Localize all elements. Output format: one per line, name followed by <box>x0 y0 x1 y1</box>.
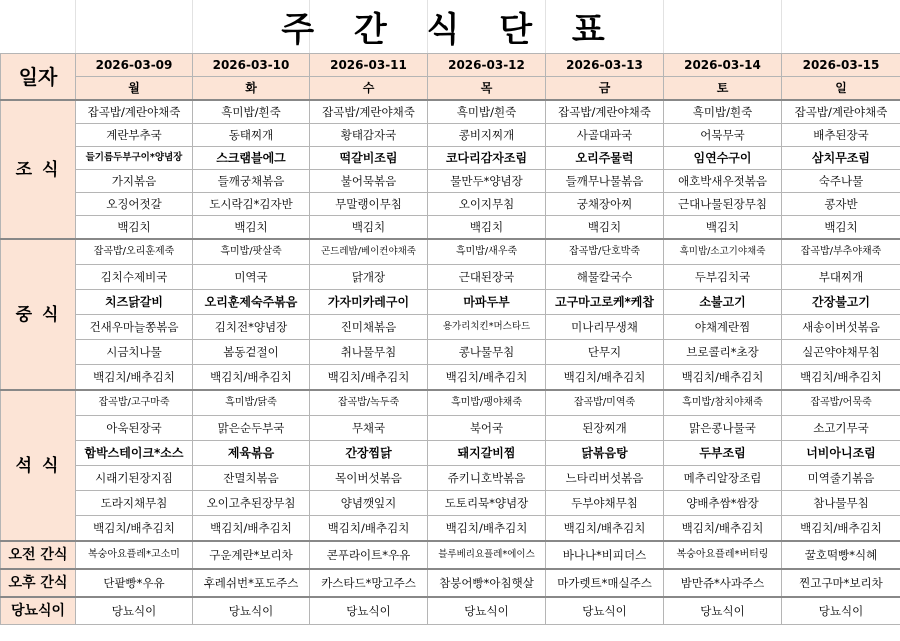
dinner-menu-item: 양배추쌈*쌈장 <box>664 491 782 516</box>
weekday-cell: 토 <box>664 77 782 101</box>
breakfast-menu-item: 콩자반 <box>782 193 900 216</box>
dinner-menu-item: 오이고추된장무침 <box>193 491 310 516</box>
lunch-menu-item: 흑미밥/소고기야채죽 <box>664 239 782 265</box>
lunch-menu-item: 두부김치국 <box>664 265 782 290</box>
dinner-menu-item: 흑미밥/닭죽 <box>193 390 310 416</box>
breakfast-menu-item: 도시락김*김자반 <box>193 193 310 216</box>
diabetic-item: 당뇨식이 <box>310 597 428 625</box>
date-cell: 2026-03-13 <box>546 54 664 77</box>
lunch-menu-item: 백김치/배추김치 <box>546 365 664 391</box>
dinner-menu-item: 백김치/배추김치 <box>193 516 310 542</box>
breakfast-menu-item: 근대나물된장무침 <box>664 193 782 216</box>
weekday-cell: 수 <box>310 77 428 101</box>
date-cell: 2026-03-10 <box>193 54 310 77</box>
lunch-menu-item: 미역국 <box>193 265 310 290</box>
dinner-menu-item: 두부조림 <box>664 441 782 466</box>
snack-am-label: 오전 간식 <box>1 541 76 569</box>
breakfast-menu-item: 흑미밥/흰죽 <box>193 100 310 124</box>
snack-am-item: 바나나*비피더스 <box>546 541 664 569</box>
dinner-menu-item: 흑미밥/팽야채죽 <box>428 390 546 416</box>
lunch-menu-item: 새송이버섯볶음 <box>782 315 900 340</box>
lunch-menu-item: 백김치/배추김치 <box>664 365 782 391</box>
breakfast-menu-item: 백김치 <box>664 216 782 240</box>
dinner-menu-item: 백김치/배추김치 <box>782 516 900 542</box>
lunch-menu-item: 김치수제비국 <box>76 265 193 290</box>
dinner-menu-item: 닭볶음탕 <box>546 441 664 466</box>
breakfast-menu-item: 들기름두부구이*양념장 <box>76 147 193 170</box>
lunch-menu-item: 용가리치킨*머스타드 <box>428 315 546 340</box>
breakfast-menu-item: 흑미밥/흰죽 <box>428 100 546 124</box>
lunch-menu-item: 진미채볶음 <box>310 315 428 340</box>
snack-am-item: 구운계란*보리차 <box>193 541 310 569</box>
dinner-menu-item: 된장찌개 <box>546 416 664 441</box>
snack-am-item: 복숭아요플레*고소미 <box>76 541 193 569</box>
dinner-menu-item: 백김치/배추김치 <box>428 516 546 542</box>
breakfast-menu-item: 잡곡밥/계란야채죽 <box>546 100 664 124</box>
lunch-menu-item: 잡곡밥/단호박죽 <box>546 239 664 265</box>
breakfast-menu-item: 백김치 <box>76 216 193 240</box>
dinner-label: 석 식 <box>1 390 76 541</box>
lunch-menu-item: 미나리무생채 <box>546 315 664 340</box>
diabetic-item: 당뇨식이 <box>76 597 193 625</box>
breakfast-menu-item: 삼치무조림 <box>782 147 900 170</box>
menu-table <box>0 53 900 625</box>
breakfast-menu-item: 배추된장국 <box>782 124 900 147</box>
dinner-menu-item: 두부야채무침 <box>546 491 664 516</box>
breakfast-menu-item: 잡곡밥/계란야채죽 <box>782 100 900 124</box>
dinner-menu-item: 맑은순두부국 <box>193 416 310 441</box>
dinner-menu-item: 함박스테이크*소스 <box>76 441 193 466</box>
dinner-menu-item: 백김치/배추김치 <box>76 516 193 542</box>
weekday-cell: 목 <box>428 77 546 101</box>
breakfast-menu-item: 궁채장아찌 <box>546 193 664 216</box>
page-title: 주 간 식 단 표 <box>281 10 619 50</box>
diabetic-item: 당뇨식이 <box>193 597 310 625</box>
breakfast-menu-item: 들깨무나물볶음 <box>546 170 664 193</box>
diabetic-item: 당뇨식이 <box>428 597 546 625</box>
dinner-menu-item: 시래기된장지짐 <box>76 466 193 491</box>
dinner-menu-item: 소고기무국 <box>782 416 900 441</box>
dinner-menu-item: 메추리알장조림 <box>664 466 782 491</box>
dinner-menu-item: 백김치/배추김치 <box>546 516 664 542</box>
breakfast-menu-item: 백김치 <box>546 216 664 240</box>
breakfast-menu-item: 스크램블에그 <box>193 147 310 170</box>
weekday-cell: 일 <box>782 77 900 101</box>
snack-pm-item: 찐고구마*보리차 <box>782 569 900 597</box>
dinner-menu-item: 잡곡밥/미역죽 <box>546 390 664 416</box>
lunch-menu-item: 콩나물무침 <box>428 340 546 365</box>
lunch-menu-item: 근대된장국 <box>428 265 546 290</box>
dinner-menu-item: 잡곡밥/고구마죽 <box>76 390 193 416</box>
date-cell: 2026-03-09 <box>76 54 193 77</box>
breakfast-menu-item: 황태감자국 <box>310 124 428 147</box>
breakfast-menu-item: 백김치 <box>310 216 428 240</box>
breakfast-menu-item: 흑미밥/흰죽 <box>664 100 782 124</box>
lunch-menu-item: 취나물무침 <box>310 340 428 365</box>
dinner-menu-item: 잡곡밥/녹두죽 <box>310 390 428 416</box>
breakfast-menu-item: 어묵무국 <box>664 124 782 147</box>
breakfast-menu-item: 오리주물럭 <box>546 147 664 170</box>
diabetic-item: 당뇨식이 <box>664 597 782 625</box>
lunch-menu-item: 닭개장 <box>310 265 428 290</box>
snack-pm-item: 단팥빵*우유 <box>76 569 193 597</box>
dinner-menu-item: 백김치/배추김치 <box>664 516 782 542</box>
snack-am-item: 복숭아요플레*버터링 <box>664 541 782 569</box>
lunch-menu-item: 소불고기 <box>664 290 782 315</box>
snack-pm-item: 후레쉬번*포도주스 <box>193 569 310 597</box>
lunch-menu-item: 백김치/배추김치 <box>76 365 193 391</box>
lunch-menu-item: 김치전*양념장 <box>193 315 310 340</box>
lunch-menu-item: 고구마고로케*케찹 <box>546 290 664 315</box>
breakfast-menu-item: 숙주나물 <box>782 170 900 193</box>
diabetic-item: 당뇨식이 <box>546 597 664 625</box>
lunch-menu-item: 가자미카레구이 <box>310 290 428 315</box>
snack-pm-label: 오후 간식 <box>1 569 76 597</box>
dinner-menu-item: 참나물무침 <box>782 491 900 516</box>
lunch-menu-item: 단무지 <box>546 340 664 365</box>
dinner-menu-item: 간장찜닭 <box>310 441 428 466</box>
date-cell: 2026-03-12 <box>428 54 546 77</box>
breakfast-menu-item: 코다리감자조림 <box>428 147 546 170</box>
lunch-menu-item: 치즈닭갈비 <box>76 290 193 315</box>
lunch-menu-item: 곤드레밥/베이컨야채죽 <box>310 239 428 265</box>
dinner-menu-item: 잔멸치볶음 <box>193 466 310 491</box>
lunch-menu-item: 잡곡밥/부추야채죽 <box>782 239 900 265</box>
breakfast-menu-item: 오이지무침 <box>428 193 546 216</box>
breakfast-menu-item: 떡갈비조림 <box>310 147 428 170</box>
dinner-menu-item: 쥬키니호박볶음 <box>428 466 546 491</box>
snack-pm-item: 카스타드*망고주스 <box>310 569 428 597</box>
snack-pm-item: 밤만쥬*사과주스 <box>664 569 782 597</box>
snack-pm-item: 참붕어빵*아침햇살 <box>428 569 546 597</box>
lunch-menu-item: 간장불고기 <box>782 290 900 315</box>
lunch-menu-item: 백김치/배추김치 <box>193 365 310 391</box>
snack-pm-item: 마가렛트*매실주스 <box>546 569 664 597</box>
lunch-menu-item: 흑미밥/새우죽 <box>428 239 546 265</box>
breakfast-menu-item: 백김치 <box>193 216 310 240</box>
lunch-menu-item: 흑미밥/팟살죽 <box>193 239 310 265</box>
breakfast-menu-item: 콩비지찌개 <box>428 124 546 147</box>
dinner-menu-item: 너비아니조림 <box>782 441 900 466</box>
lunch-menu-item: 브로콜리*초장 <box>664 340 782 365</box>
lunch-menu-item: 봄동겉절이 <box>193 340 310 365</box>
dinner-menu-item: 백김치/배추김치 <box>310 516 428 542</box>
diabetic-item: 당뇨식이 <box>782 597 900 625</box>
lunch-menu-item: 오리훈제숙주볶음 <box>193 290 310 315</box>
date-cell: 2026-03-15 <box>782 54 900 77</box>
dinner-menu-item: 북어국 <box>428 416 546 441</box>
breakfast-label: 조 식 <box>1 100 76 239</box>
dinner-menu-item: 느타리버섯볶음 <box>546 466 664 491</box>
breakfast-menu-item: 백김치 <box>782 216 900 240</box>
dinner-menu-item: 목이버섯볶음 <box>310 466 428 491</box>
breakfast-menu-item: 무말랭이무침 <box>310 193 428 216</box>
breakfast-menu-item: 백김치 <box>428 216 546 240</box>
lunch-menu-item: 백김치/배추김치 <box>428 365 546 391</box>
weekday-cell: 월 <box>76 77 193 101</box>
dinner-menu-item: 맑은콩나물국 <box>664 416 782 441</box>
diabetic-label: 당뇨식이 <box>1 597 76 625</box>
dinner-menu-item: 제육볶음 <box>193 441 310 466</box>
dinner-menu-item: 미역줄기볶음 <box>782 466 900 491</box>
breakfast-menu-item: 동태찌개 <box>193 124 310 147</box>
breakfast-menu-item: 애호박새우젓볶음 <box>664 170 782 193</box>
breakfast-menu-item: 가지볶음 <box>76 170 193 193</box>
breakfast-menu-item: 계란부추국 <box>76 124 193 147</box>
breakfast-menu-item: 오징어젓갈 <box>76 193 193 216</box>
weekday-cell: 금 <box>546 77 664 101</box>
date-label: 일자 <box>1 54 76 101</box>
lunch-menu-item: 백김치/배추김치 <box>782 365 900 391</box>
lunch-menu-item: 야채계란찜 <box>664 315 782 340</box>
lunch-menu-item: 마파두부 <box>428 290 546 315</box>
weekday-cell: 화 <box>193 77 310 101</box>
snack-am-item: 꿀호떡빵*식혜 <box>782 541 900 569</box>
breakfast-menu-item: 잡곡밥/계란야채죽 <box>310 100 428 124</box>
snack-am-item: 콘푸라이트*우유 <box>310 541 428 569</box>
lunch-menu-item: 실곤약야채무침 <box>782 340 900 365</box>
dinner-menu-item: 도토리묵*양념장 <box>428 491 546 516</box>
dinner-menu-item: 양념깻잎지 <box>310 491 428 516</box>
breakfast-menu-item: 잡곡밥/계란야채죽 <box>76 100 193 124</box>
lunch-menu-item: 잡곡밥/오리훈제죽 <box>76 239 193 265</box>
dinner-menu-item: 도라지채무침 <box>76 491 193 516</box>
breakfast-menu-item: 사골대파국 <box>546 124 664 147</box>
snack-am-item: 블루베리요플레*에이스 <box>428 541 546 569</box>
lunch-menu-item: 건새우마늘쫑볶음 <box>76 315 193 340</box>
date-cell: 2026-03-14 <box>664 54 782 77</box>
breakfast-menu-item: 물만두*양념장 <box>428 170 546 193</box>
lunch-menu-item: 백김치/배추김치 <box>310 365 428 391</box>
date-cell: 2026-03-11 <box>310 54 428 77</box>
lunch-label: 중 식 <box>1 239 76 390</box>
dinner-menu-item: 아욱된장국 <box>76 416 193 441</box>
breakfast-menu-item: 임연수구이 <box>664 147 782 170</box>
breakfast-menu-item: 들깨궁채볶음 <box>193 170 310 193</box>
dinner-menu-item: 돼지갈비찜 <box>428 441 546 466</box>
dinner-menu-item: 잡곡밥/어묵죽 <box>782 390 900 416</box>
dinner-menu-item: 무채국 <box>310 416 428 441</box>
lunch-menu-item: 부대찌개 <box>782 265 900 290</box>
lunch-menu-item: 해물칼국수 <box>546 265 664 290</box>
breakfast-menu-item: 불어묵볶음 <box>310 170 428 193</box>
lunch-menu-item: 시금치나물 <box>76 340 193 365</box>
dinner-menu-item: 흑미밥/참치야채죽 <box>664 390 782 416</box>
